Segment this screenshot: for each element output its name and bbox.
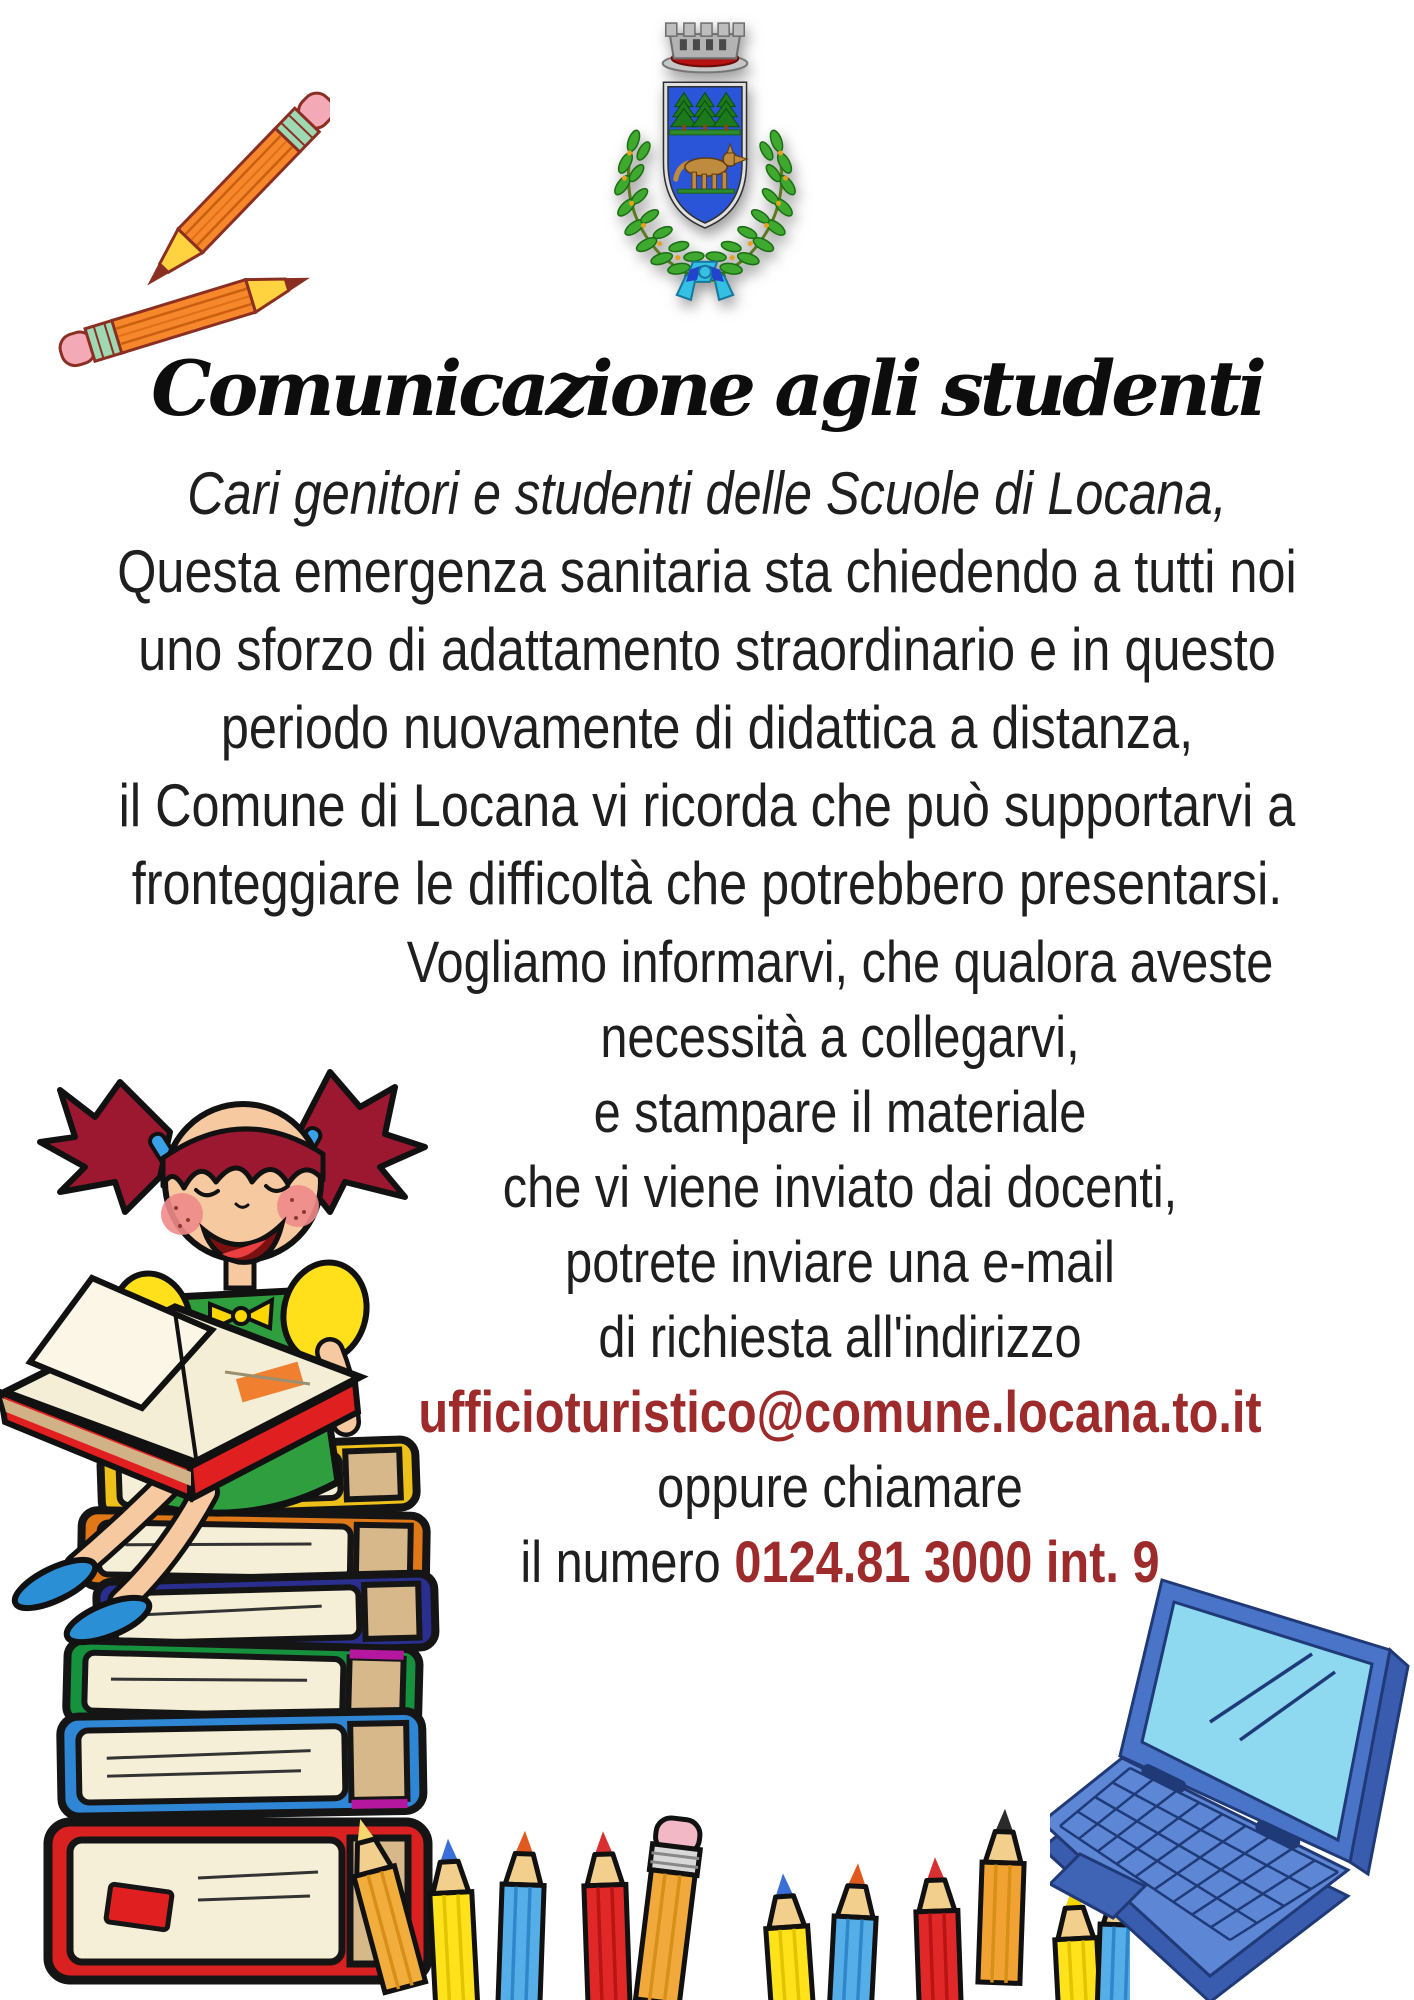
info-line: potrete inviare una e-mail [565,1230,1115,1295]
intro-line: Questa emergenza sanitaria sta chiedendo a tutti noi [117,538,1297,605]
info-line: che vi viene inviato dai docenti, [502,1155,1178,1220]
intro-paragraph [113,455,1301,923]
info-line: e stampare il materiale [593,1080,1087,1145]
intro-line: il Comune di Locana vi ricorda che può supportarvi a [118,772,1296,839]
mural-crown-icon [663,23,748,72]
contact-email: ufficioturistico@comune.locana.to.it [418,1380,1262,1445]
info-paragraph [358,925,1322,1600]
info-line: Vogliamo informarvi, che qualora aveste [406,930,1274,995]
intro-line: fronteggiare le difficoltà che potrebbero presentarsi. [131,850,1283,917]
info-line: oppure chiamare [657,1455,1023,1520]
info-line: necessità a collegarvi, [600,1005,1080,1070]
crossed-pencils-icon [30,70,330,370]
laptop-icon [1050,1572,1414,2000]
phone-number: 0124.81 3000 int. 9 [734,1530,1160,1595]
shield-icon [666,84,748,225]
intro-line: periodo nuovamente di didattica a distanza, [220,694,1194,761]
intro-line: uno sforzo di adattamento straordinario e in questo [138,616,1276,683]
comune-di-locana-coat-of-arms-icon [598,12,812,304]
colored-pencils-row-icon [330,1690,1130,2000]
info-line: di richiesta all'indirizzo [598,1305,1082,1370]
page-title: Comunicazione agli studenti [151,344,1263,433]
salutation-line: Cari genitori e studenti delle Scuole di Locana, [187,460,1227,527]
phone-label: il numero [520,1530,735,1595]
fir-trees-icon [671,93,739,131]
